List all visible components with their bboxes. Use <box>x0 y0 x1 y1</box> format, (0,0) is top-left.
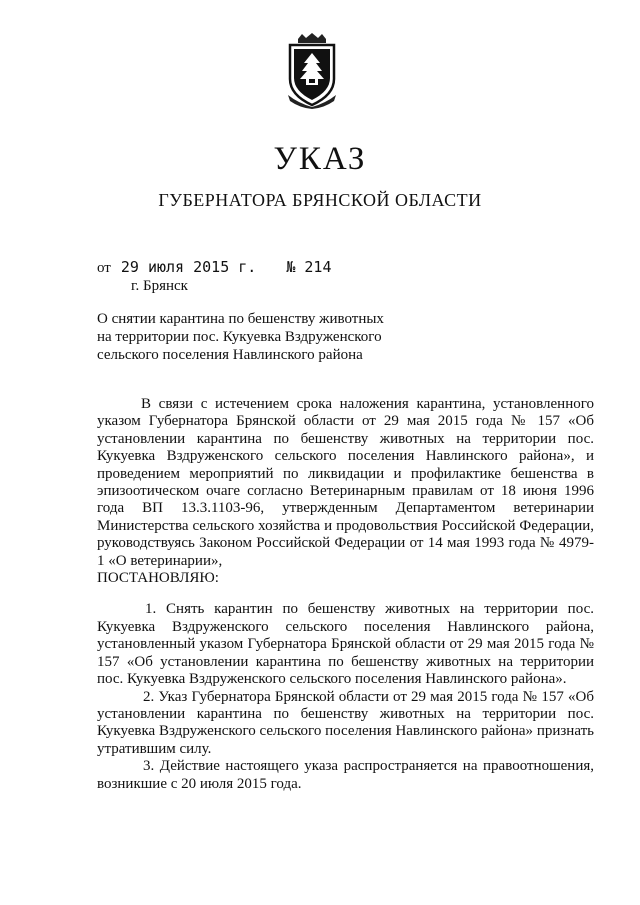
document-subtitle: ГУБЕРНАТОРА БРЯНСКОЙ ОБЛАСТИ <box>158 190 482 210</box>
decree-item: 3. Действие настоящего указа распространяется на правоотношения, возникшие с 20 июля 2015 года. <box>97 758 594 792</box>
date-prefix: от <box>97 260 111 276</box>
preamble-paragraph: В связи с истечением срока наложения карантина, установленного указом Губернатора Брянской области от 29 мая 2015 года № 157 «Об установлении карантина по бешенству животных на территории пос. Кукуевка Вздруженского сельского поселения Навлинского района», и проведением мероприятий по ликвидации и профилактике бешенства в эпизоотическом очаге согласно Ветеринарным правилам от 18 июня 1996 года ВП 13.3.1103-96, утвержденным Департаментом ветеринарии Министерства сельского хозяйства и продовольствия Российской Федерации, руководствуясь Законом Российской Федерации от 14 мая 1993 года № 4979-1 «О ветеринарии», <box>97 396 594 569</box>
decree-word: ПОСТАНОВЛЯЮ: <box>97 570 219 587</box>
decree-item: 1. Снять карантин по бешенству животных на территории пос. Кукуевка Вздруженского сельского поселения Навлинского района, установленный указом Губернатора Брянской области от 29 мая 2015 года № 157 «Об установлении карантина по бешенству животных на территории пос. Кукуевка Вздруженского сельского поселения Навлинского района». <box>97 601 594 688</box>
document-title: УКАЗ <box>273 141 367 177</box>
date-number-line <box>97 258 331 277</box>
document-subject <box>97 310 427 364</box>
document-city: г. Брянск <box>131 278 188 294</box>
subject-line: О снятии карантина по бешенству животных <box>97 311 384 327</box>
document-date: 29 июля 2015 г. <box>120 258 257 276</box>
coat-of-arms-icon <box>284 33 340 109</box>
document-body <box>97 396 594 793</box>
subject-line: сельского поселения Навлинского района <box>97 347 363 363</box>
decree-item: 2. Указ Губернатора Брянской области от 29 мая 2015 года № 157 «Об установлении карантина по бешенству животных на территории пос. Кукуевка Вздруженского сельского поселения Навлинского района» признать утратившим силу. <box>97 688 594 757</box>
document-number: № 214 <box>286 258 332 276</box>
subject-line: на территории пос. Кукуевка Вздруженского <box>97 329 382 345</box>
